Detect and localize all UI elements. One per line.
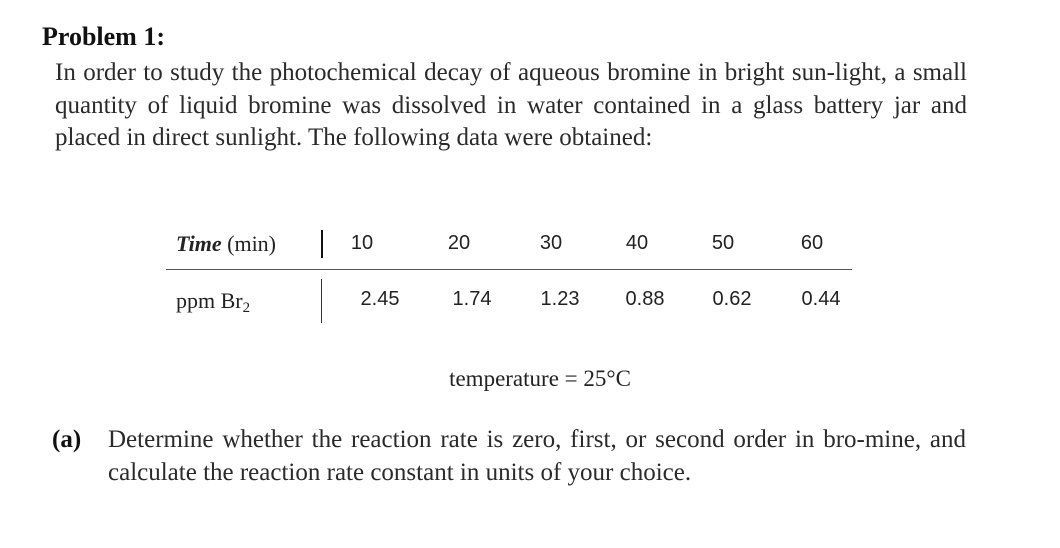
ppm-row-header	[176, 288, 250, 317]
problem-intro-text: In order to study the photochemical decay of aqueous bromine in bright sun-light, a small quantity of liquid bromine was dissolved in water contained in a glass battery jar and placed in direct sunlight. The following data were obtained:	[55, 59, 967, 151]
column-separator-top	[321, 230, 323, 258]
ppm-header-subscript: 2	[242, 300, 251, 316]
time-cell: 60	[800, 232, 824, 254]
time-cell: 40	[625, 232, 649, 254]
table-header-rule	[166, 269, 852, 270]
temperature-line: temperature = 25°C	[449, 366, 631, 391]
ppm-header-main: ppm Br	[176, 288, 243, 313]
part-a-text: Determine whether the reaction rate is zero, first, or second order in bro-mine, and calculate the reaction rate constant in units of your choice.	[108, 426, 966, 486]
ppm-cell: 2.45	[360, 288, 400, 310]
time-header-main: Time	[176, 231, 222, 256]
ppm-cell: 0.44	[801, 288, 841, 310]
time-row-header	[176, 231, 276, 257]
ppm-cell: 1.74	[452, 288, 492, 310]
part-a-label: (a)	[52, 426, 82, 453]
problem-title: Problem 1:	[42, 22, 165, 51]
data-table	[166, 226, 852, 326]
time-cell: 10	[350, 232, 374, 254]
time-cell: 20	[447, 232, 471, 254]
ppm-cell: 1.23	[540, 288, 580, 310]
column-separator-bottom	[321, 279, 322, 323]
time-cell: 50	[711, 232, 735, 254]
ppm-cell: 0.62	[712, 288, 752, 310]
time-header-unit: (min)	[221, 231, 277, 256]
time-cell: 30	[539, 232, 563, 254]
ppm-cell: 0.88	[625, 288, 665, 310]
